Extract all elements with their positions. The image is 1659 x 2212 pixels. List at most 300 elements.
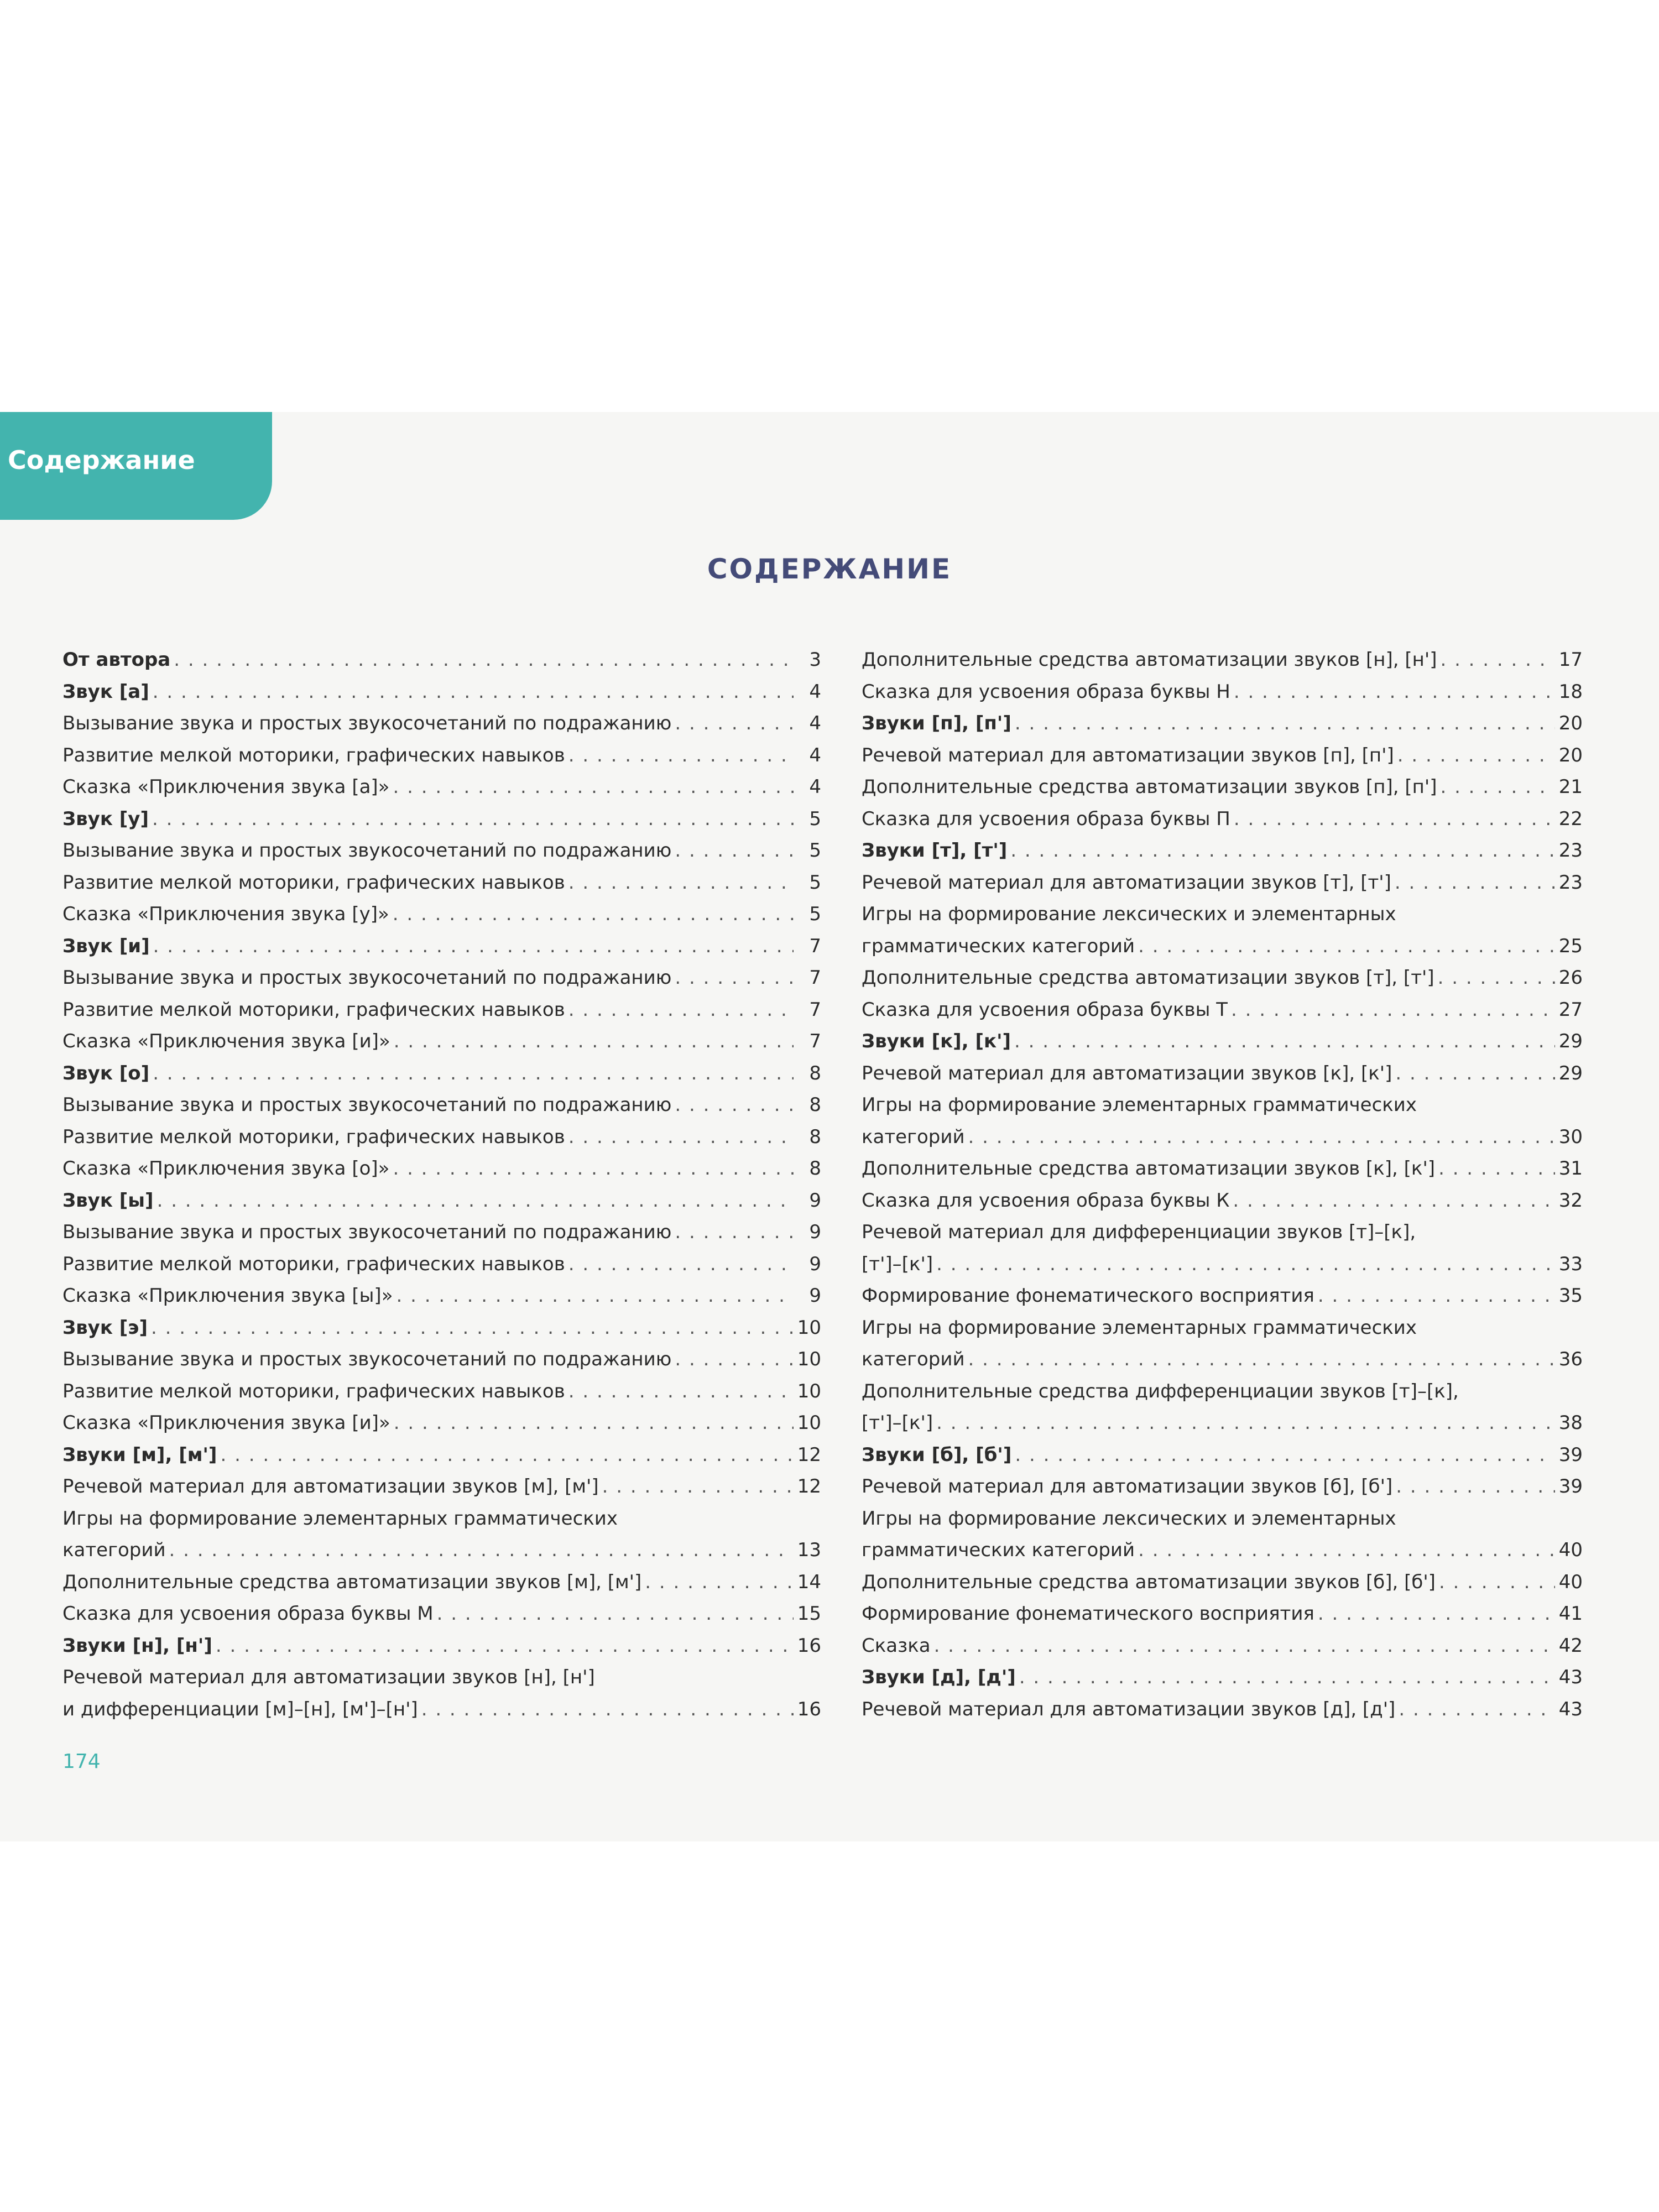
toc-entry-title: Игры на формирование лексических и элементарных bbox=[862, 903, 1396, 925]
page-number: 174 bbox=[62, 1750, 101, 1773]
toc-page-number: 9 bbox=[809, 1221, 821, 1243]
toc-entry-line bbox=[62, 804, 821, 836]
toc-entry bbox=[62, 1185, 821, 1217]
toc-dot-leader bbox=[1314, 1280, 1555, 1312]
toc-entry bbox=[62, 1312, 821, 1344]
toc-entry-line bbox=[62, 1312, 821, 1344]
toc-page-number: 25 bbox=[1558, 935, 1583, 957]
toc-entry-line bbox=[862, 1344, 1583, 1376]
toc-entry-line bbox=[62, 962, 821, 994]
toc-dot-leader bbox=[1392, 1471, 1555, 1503]
toc-entry-title: Сказка «Приключения звука [у]» bbox=[62, 903, 389, 925]
toc-page-number: 38 bbox=[1558, 1412, 1583, 1434]
toc-entry-title: [т']–[к'] bbox=[862, 1412, 933, 1434]
toc-page-number: 8 bbox=[809, 1157, 821, 1180]
toc-page-number: 21 bbox=[1558, 776, 1583, 798]
toc-entry-title: Речевой материал для автоматизации звуков [б], [б'] bbox=[862, 1475, 1393, 1498]
toc-entry bbox=[862, 899, 1583, 962]
toc-entry-line bbox=[62, 1376, 821, 1408]
toc-entry-title: Звук [и] bbox=[62, 935, 150, 957]
toc-entry-line bbox=[862, 1630, 1583, 1662]
toc-entry bbox=[62, 1598, 821, 1630]
toc-entry-title: Дополнительные средства дифференциации звуков [т]–[к], bbox=[862, 1380, 1459, 1402]
toc-entry-line bbox=[62, 1567, 821, 1599]
toc-entry-line bbox=[862, 1217, 1583, 1249]
toc-entry-line bbox=[862, 1503, 1583, 1535]
toc-entry bbox=[62, 994, 821, 1026]
toc-entry bbox=[62, 740, 821, 772]
toc-entry-title: грамматических категорий bbox=[862, 935, 1135, 957]
toc-entry-line bbox=[862, 1280, 1583, 1312]
toc-entry-title: Вызывание звука и простых звукосочетаний по подражанию bbox=[62, 1094, 672, 1116]
toc-entry-title: Вызывание звука и простых звукосочетаний по подражанию bbox=[62, 839, 672, 862]
toc-page-number: 39 bbox=[1558, 1475, 1583, 1498]
toc-page-number: 8 bbox=[809, 1062, 821, 1084]
toc-page-number: 9 bbox=[809, 1253, 821, 1275]
toc-page-number: 16 bbox=[797, 1698, 821, 1720]
toc-dot-leader bbox=[418, 1694, 794, 1726]
toc-entry-line bbox=[62, 899, 821, 931]
toc-entry-line bbox=[862, 1567, 1583, 1599]
toc-entry bbox=[862, 644, 1583, 676]
toc-dot-leader bbox=[565, 1121, 794, 1154]
toc-page-number: 29 bbox=[1558, 1062, 1583, 1084]
toc-entry-title: Сказка «Приключения звука [и]» bbox=[62, 1030, 390, 1052]
toc-dot-leader bbox=[1135, 1535, 1555, 1567]
toc-entry-line bbox=[862, 1185, 1583, 1217]
toc-entry bbox=[62, 867, 821, 899]
toc-entry-line bbox=[62, 1439, 821, 1472]
toc-entry-line bbox=[62, 1598, 821, 1630]
toc-dot-leader bbox=[1392, 1058, 1555, 1090]
toc-entry-title: Сказка «Приключения звука [о]» bbox=[62, 1157, 390, 1180]
toc-entry-title: [т']–[к'] bbox=[862, 1253, 933, 1275]
toc-entry-title: Сказка для усвоения образа буквы М bbox=[62, 1603, 434, 1625]
toc-page-number: 9 bbox=[809, 1189, 821, 1212]
toc-dot-leader bbox=[1437, 771, 1555, 804]
toc-entry-title: Звук [о] bbox=[62, 1062, 150, 1084]
toc-entry-line bbox=[62, 994, 821, 1026]
toc-dot-leader bbox=[170, 644, 794, 676]
toc-entry bbox=[62, 644, 821, 676]
toc-page-number: 39 bbox=[1558, 1443, 1583, 1466]
toc-dot-leader bbox=[933, 1407, 1555, 1439]
toc-entry-line bbox=[862, 867, 1583, 899]
toc-entry-title: Игры на формирование элементарных грамматических bbox=[862, 1316, 1417, 1339]
toc-page-number: 15 bbox=[797, 1603, 821, 1625]
toc-entry bbox=[62, 899, 821, 931]
toc-page-number: 32 bbox=[1558, 1189, 1583, 1212]
toc-entry bbox=[62, 1407, 821, 1439]
toc-entry bbox=[862, 835, 1583, 867]
toc-entry-title: Звуки [к], [к'] bbox=[862, 1030, 1011, 1052]
book-page bbox=[0, 412, 1659, 1841]
toc-entry bbox=[62, 1662, 821, 1725]
toc-entry-line bbox=[62, 1407, 821, 1439]
toc-entry-line bbox=[862, 1026, 1583, 1058]
toc-dot-leader bbox=[599, 1471, 794, 1503]
toc-entry-title: Вызывание звука и простых звукосочетаний по подражанию bbox=[62, 1348, 672, 1370]
toc-entry-title: Речевой материал для дифференциации звуков [т]–[к], bbox=[862, 1221, 1416, 1243]
toc-page-number: 23 bbox=[1558, 839, 1583, 862]
toc-entry bbox=[862, 1153, 1583, 1185]
toc-dot-leader bbox=[1016, 1662, 1555, 1694]
toc-dot-leader bbox=[965, 1344, 1555, 1376]
toc-entry bbox=[62, 962, 821, 994]
toc-entry-line bbox=[62, 1471, 821, 1503]
toc-entry-line bbox=[862, 1598, 1583, 1630]
toc-entry-title: От автора bbox=[62, 649, 171, 671]
toc-page-number: 35 bbox=[1558, 1285, 1583, 1307]
toc-entry bbox=[62, 1344, 821, 1376]
toc-dot-leader bbox=[149, 1058, 794, 1090]
toc-entry bbox=[862, 1312, 1583, 1376]
toc-page-number: 8 bbox=[809, 1094, 821, 1116]
toc-page-number: 7 bbox=[809, 967, 821, 989]
toc-entry bbox=[862, 867, 1583, 899]
toc-entry bbox=[62, 1217, 821, 1249]
toc-entry-line bbox=[862, 1121, 1583, 1154]
toc-dot-leader bbox=[148, 1312, 794, 1344]
toc-page-number: 14 bbox=[797, 1571, 821, 1593]
toc-entry-title: Вызывание звука и простых звукосочетаний по подражанию bbox=[62, 1221, 672, 1243]
toc-entry-line bbox=[862, 1694, 1583, 1726]
toc-page-number: 7 bbox=[809, 1030, 821, 1052]
toc-page-number: 43 bbox=[1558, 1666, 1583, 1688]
toc-page-number: 9 bbox=[809, 1285, 821, 1307]
toc-dot-leader bbox=[149, 804, 794, 836]
toc-entry-title: Сказка bbox=[862, 1634, 931, 1657]
toc-dot-leader bbox=[1007, 835, 1555, 867]
toc-entry-title: Развитие мелкой моторики, графических навыков bbox=[62, 744, 565, 766]
toc-dot-leader bbox=[1011, 1026, 1555, 1058]
toc-dot-leader bbox=[671, 708, 794, 740]
toc-entry-line bbox=[62, 644, 821, 676]
toc-entry-line bbox=[862, 1249, 1583, 1281]
toc-entry bbox=[62, 1280, 821, 1312]
toc-dot-leader bbox=[671, 1344, 794, 1376]
toc-dot-leader bbox=[671, 1089, 794, 1121]
toc-entry bbox=[862, 1280, 1583, 1312]
toc-entry-title: категорий bbox=[862, 1125, 965, 1148]
toc-entry-title: Звук [у] bbox=[62, 807, 149, 830]
toc-entry-line bbox=[62, 1535, 821, 1567]
toc-entry-line bbox=[62, 1058, 821, 1090]
toc-entry bbox=[62, 708, 821, 740]
toc-entry bbox=[62, 804, 821, 836]
toc-entry bbox=[62, 1249, 821, 1281]
toc-entry-line bbox=[862, 1089, 1583, 1121]
toc-page-number: 10 bbox=[797, 1412, 821, 1434]
toc-entry-line bbox=[862, 644, 1583, 676]
toc-page-number: 29 bbox=[1558, 1030, 1583, 1052]
toc-page-number: 43 bbox=[1558, 1698, 1583, 1720]
toc-entry-title: грамматических категорий bbox=[862, 1539, 1135, 1561]
toc-dot-leader bbox=[1228, 994, 1555, 1026]
toc-entry-line bbox=[62, 1185, 821, 1217]
toc-dot-leader bbox=[1391, 867, 1555, 899]
toc-entry-title: Вызывание звука и простых звукосочетаний по подражанию bbox=[62, 967, 672, 989]
toc-dot-leader bbox=[565, 740, 794, 772]
toc-entry-title: Развитие мелкой моторики, графических навыков bbox=[62, 998, 565, 1021]
toc-entry-line bbox=[862, 994, 1583, 1026]
toc-entry-title: Развитие мелкой моторики, графических навыков bbox=[62, 871, 565, 894]
toc-page-number: 40 bbox=[1558, 1571, 1583, 1593]
toc-entry-title: Развитие мелкой моторики, графических навыков bbox=[62, 1125, 565, 1148]
toc-entry-line bbox=[862, 931, 1583, 963]
toc-entry bbox=[862, 676, 1583, 708]
toc-dot-leader bbox=[390, 1407, 794, 1439]
toc-entry-line bbox=[62, 835, 821, 867]
toc-entry-title: Дополнительные средства автоматизации звуков [п], [п'] bbox=[862, 776, 1437, 798]
toc-page-number: 20 bbox=[1558, 744, 1583, 766]
toc-entry-title: Речевой материал для автоматизации звуков [п], [п'] bbox=[862, 744, 1394, 766]
toc-dot-leader bbox=[565, 867, 794, 899]
toc-entry-line bbox=[62, 1217, 821, 1249]
toc-entry-line bbox=[862, 708, 1583, 740]
toc-entry-line bbox=[862, 899, 1583, 931]
toc-entry bbox=[62, 1503, 821, 1567]
toc-page-number: 18 bbox=[1558, 680, 1583, 703]
section-tab bbox=[0, 412, 272, 520]
toc-page-number: 26 bbox=[1558, 967, 1583, 989]
toc-entry-line bbox=[62, 1630, 821, 1662]
toc-entry-title: Игры на формирование элементарных грамматических bbox=[862, 1094, 1417, 1116]
toc-page-number: 12 bbox=[797, 1475, 821, 1498]
toc-entry-line bbox=[62, 708, 821, 740]
toc-entry bbox=[62, 1439, 821, 1472]
toc-page-number: 4 bbox=[809, 744, 821, 766]
toc-entry bbox=[862, 1662, 1583, 1694]
toc-entry-line bbox=[862, 804, 1583, 836]
toc-dot-leader bbox=[389, 1153, 794, 1185]
toc-dot-leader bbox=[1011, 708, 1555, 740]
toc-page-number: 7 bbox=[809, 935, 821, 957]
toc-entry-line bbox=[62, 1280, 821, 1312]
toc-page-number: 16 bbox=[797, 1634, 821, 1657]
page-title: СОДЕРЖАНИЕ bbox=[707, 553, 952, 585]
toc-dot-leader bbox=[1135, 931, 1555, 963]
toc-entry-title: Речевой материал для автоматизации звуков [н], [н'] bbox=[62, 1666, 595, 1688]
toc-entry bbox=[862, 1598, 1583, 1630]
toc-entry-line bbox=[62, 1344, 821, 1376]
toc-dot-leader bbox=[217, 1439, 794, 1472]
toc-entry-title: Дополнительные средства автоматизации звуков [м], [м'] bbox=[62, 1571, 642, 1593]
toc-page-number: 23 bbox=[1558, 871, 1583, 894]
toc-entry-title: и дифференциации [м]–[н], [м']–[н'] bbox=[62, 1698, 418, 1720]
toc-entry bbox=[862, 962, 1583, 994]
toc-dot-leader bbox=[1434, 962, 1555, 994]
toc-page-number: 4 bbox=[809, 776, 821, 798]
toc-dot-leader bbox=[166, 1535, 794, 1567]
toc-page-number: 4 bbox=[809, 680, 821, 703]
toc-dot-leader bbox=[931, 1630, 1555, 1662]
toc-page-number: 7 bbox=[809, 998, 821, 1021]
toc-entry-title: Сказка «Приключения звука [а]» bbox=[62, 776, 390, 798]
toc-dot-leader bbox=[1437, 644, 1555, 676]
toc-entry bbox=[862, 1567, 1583, 1599]
toc-entry-line bbox=[62, 1089, 821, 1121]
toc-dot-leader bbox=[933, 1249, 1555, 1281]
toc-entry-title: Звуки [т], [т'] bbox=[862, 839, 1008, 862]
toc-entry bbox=[862, 1439, 1583, 1472]
toc-entry-title: Дополнительные средства автоматизации звуков [н], [н'] bbox=[862, 649, 1437, 671]
toc-entry-line bbox=[62, 1026, 821, 1058]
toc-page-number: 33 bbox=[1558, 1253, 1583, 1275]
toc-page-number: 3 bbox=[809, 649, 821, 671]
toc-dot-leader bbox=[1395, 1694, 1555, 1726]
toc-dot-leader bbox=[1436, 1567, 1555, 1599]
toc-dot-leader bbox=[390, 1026, 794, 1058]
toc-entry-title: Звук [ы] bbox=[62, 1189, 154, 1212]
toc-entry bbox=[862, 1376, 1583, 1439]
toc-column-left bbox=[62, 644, 821, 1720]
toc-entry-title: Речевой материал для автоматизации звуков [м], [м'] bbox=[62, 1475, 599, 1498]
toc-entry-title: Речевой материал для автоматизации звуков [т], [т'] bbox=[862, 871, 1391, 894]
toc-page-number: 10 bbox=[797, 1316, 821, 1339]
toc-dot-leader bbox=[565, 994, 794, 1026]
toc-page-number: 5 bbox=[809, 871, 821, 894]
toc-entry-line bbox=[862, 1535, 1583, 1567]
toc-dot-leader bbox=[212, 1630, 794, 1662]
toc-entry bbox=[862, 1630, 1583, 1662]
toc-entry-title: Дополнительные средства автоматизации звуков [к], [к'] bbox=[862, 1157, 1436, 1180]
toc-entry-line bbox=[862, 1058, 1583, 1090]
toc-entry bbox=[62, 931, 821, 963]
toc-entry bbox=[862, 708, 1583, 740]
toc-page-number: 42 bbox=[1558, 1634, 1583, 1657]
toc-dot-leader bbox=[149, 676, 794, 708]
toc-entry-title: Сказка для усвоения образа буквы Т bbox=[862, 998, 1228, 1021]
toc-entry bbox=[862, 1503, 1583, 1567]
toc-entry bbox=[62, 1471, 821, 1503]
toc-entry-title: Сказка для усвоения образа буквы П bbox=[862, 807, 1230, 830]
toc-entry bbox=[62, 676, 821, 708]
toc-dot-leader bbox=[1230, 804, 1555, 836]
toc-entry-line bbox=[62, 931, 821, 963]
toc-dot-leader bbox=[1230, 676, 1555, 708]
toc-entry bbox=[62, 1121, 821, 1154]
toc-page-number: 8 bbox=[809, 1125, 821, 1148]
toc-entry bbox=[862, 1185, 1583, 1217]
toc-page-number: 5 bbox=[809, 903, 821, 925]
toc-entry-line bbox=[62, 1503, 821, 1535]
toc-entry bbox=[862, 1471, 1583, 1503]
toc-page-number: 41 bbox=[1558, 1603, 1583, 1625]
toc-page-number: 5 bbox=[809, 839, 821, 862]
toc-page-number: 10 bbox=[797, 1348, 821, 1370]
toc-entry bbox=[862, 1217, 1583, 1280]
toc-entry-title: Звук [а] bbox=[62, 680, 149, 703]
toc-dot-leader bbox=[1435, 1153, 1555, 1185]
toc-dot-leader bbox=[671, 962, 794, 994]
toc-entry-line bbox=[862, 771, 1583, 804]
toc-entry-title: Сказка «Приключения звука [и]» bbox=[62, 1412, 390, 1434]
toc-entry-title: Звуки [б], [б'] bbox=[862, 1443, 1012, 1466]
toc-entry-line bbox=[62, 1153, 821, 1185]
toc-entry-line bbox=[62, 676, 821, 708]
toc-entry-line bbox=[62, 1694, 821, 1726]
toc-page-number: 36 bbox=[1558, 1348, 1583, 1370]
toc-entry bbox=[62, 1026, 821, 1058]
toc-entry bbox=[62, 771, 821, 804]
toc-entry bbox=[62, 1630, 821, 1662]
toc-entry-title: Формирование фонематического восприятия bbox=[862, 1285, 1314, 1307]
toc-entry-title: Формирование фонематического восприятия bbox=[862, 1603, 1314, 1625]
toc-entry-title: Звуки [д], [д'] bbox=[862, 1666, 1016, 1688]
toc-dot-leader bbox=[150, 931, 794, 963]
toc-entry bbox=[862, 740, 1583, 772]
toc-entry-title: Сказка для усвоения образа буквы Н bbox=[862, 680, 1230, 703]
toc-entry-title: Звуки [н], [н'] bbox=[62, 1634, 212, 1657]
toc-entry bbox=[862, 771, 1583, 804]
toc-entry-title: Речевой материал для автоматизации звуков [д], [д'] bbox=[862, 1698, 1396, 1720]
toc-entry-title: Игры на формирование лексических и элементарных bbox=[862, 1507, 1396, 1530]
toc-page-number: 31 bbox=[1558, 1157, 1583, 1180]
toc-entry-line bbox=[862, 1662, 1583, 1694]
toc-page-number: 30 bbox=[1558, 1125, 1583, 1148]
toc-dot-leader bbox=[671, 835, 794, 867]
toc-entry-line bbox=[62, 771, 821, 804]
toc-page-number: 10 bbox=[797, 1380, 821, 1402]
toc-entry-line bbox=[62, 1662, 821, 1694]
toc-dot-leader bbox=[389, 899, 794, 931]
toc-entry-line bbox=[862, 676, 1583, 708]
toc-entry bbox=[862, 1694, 1583, 1726]
toc-dot-leader bbox=[1011, 1439, 1555, 1472]
toc-entry-line bbox=[862, 1407, 1583, 1439]
toc-page-number: 13 bbox=[797, 1539, 821, 1561]
toc-dot-leader bbox=[565, 1249, 794, 1281]
toc-page-number: 40 bbox=[1558, 1539, 1583, 1561]
toc-entry bbox=[62, 1567, 821, 1599]
toc-entry bbox=[62, 1376, 821, 1408]
toc-page-number: 5 bbox=[809, 807, 821, 830]
toc-page-number: 17 bbox=[1558, 649, 1583, 671]
toc-entry bbox=[862, 1058, 1583, 1090]
toc-entry bbox=[62, 1058, 821, 1090]
toc-entry-line bbox=[62, 1121, 821, 1154]
toc-entry bbox=[862, 804, 1583, 836]
toc-dot-leader bbox=[1314, 1598, 1555, 1630]
toc-entry-line bbox=[62, 1249, 821, 1281]
toc-column-right bbox=[862, 644, 1583, 1720]
toc-entry-line bbox=[62, 740, 821, 772]
toc-entry-line bbox=[862, 1471, 1583, 1503]
toc-entry-title: Развитие мелкой моторики, графических навыков bbox=[62, 1380, 565, 1402]
toc-entry-line bbox=[862, 962, 1583, 994]
toc-entry bbox=[62, 835, 821, 867]
toc-entry-line bbox=[862, 1153, 1583, 1185]
toc-entry-title: Вызывание звука и простых звукосочетаний по подражанию bbox=[62, 712, 672, 734]
toc-entry-title: категорий bbox=[862, 1348, 965, 1370]
toc-page-number: 12 bbox=[797, 1443, 821, 1466]
toc-entry-line bbox=[862, 1439, 1583, 1472]
toc-entry-title: Речевой материал для автоматизации звуков [к], [к'] bbox=[862, 1062, 1392, 1084]
toc-entry-line bbox=[862, 740, 1583, 772]
toc-entry-title: Игры на формирование элементарных грамматических bbox=[62, 1507, 618, 1530]
toc-entry-title: Звуки [п], [п'] bbox=[862, 712, 1011, 734]
toc-entry-title: Сказка «Приключения звука [ы]» bbox=[62, 1285, 393, 1307]
toc-entry-title: Звуки [м], [м'] bbox=[62, 1443, 217, 1466]
toc-entry-title: категорий bbox=[62, 1539, 166, 1561]
toc-dot-leader bbox=[389, 771, 794, 804]
toc-page-number: 4 bbox=[809, 712, 821, 734]
toc-dot-leader bbox=[393, 1280, 794, 1312]
toc-entry-title: Сказка для усвоения образа буквы К bbox=[862, 1189, 1230, 1212]
toc-entry bbox=[862, 1089, 1583, 1153]
toc-dot-leader bbox=[1394, 740, 1555, 772]
